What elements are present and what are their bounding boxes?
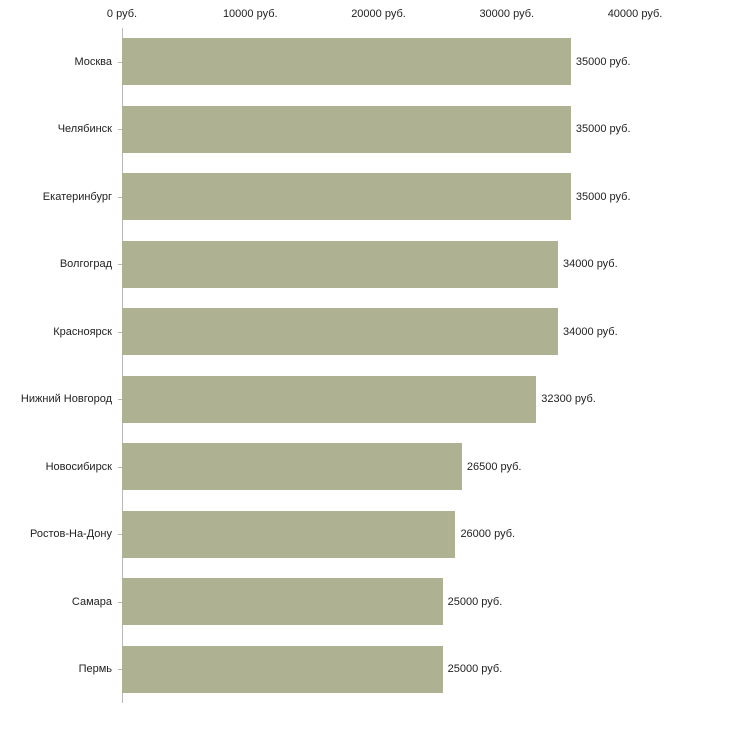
bar[interactable]: [122, 578, 443, 625]
y-tick-mark: [118, 62, 122, 63]
y-tick-label: Москва: [74, 55, 112, 68]
bar-row[interactable]: [122, 38, 730, 85]
y-tick-label: Волгоград: [59, 258, 112, 271]
bar-value-label: 26500 руб.: [466, 460, 522, 473]
x-axis: [0, 0, 730, 28]
bar-row[interactable]: [122, 443, 730, 490]
bar[interactable]: [122, 511, 455, 558]
y-tick-label: Красноярск: [53, 325, 112, 338]
bar-value-label: 34000 руб.: [563, 325, 618, 338]
bar[interactable]: [122, 646, 443, 693]
y-tick-mark: [118, 399, 122, 400]
bar-value-label: 35000 руб.: [575, 55, 631, 68]
bar-row[interactable]: [122, 578, 730, 625]
y-tick-mark: [118, 197, 122, 198]
bar-row[interactable]: [122, 106, 730, 153]
x-tick-label: 10000 руб.: [222, 8, 278, 20]
bar[interactable]: [122, 308, 558, 355]
y-tick-mark: [118, 602, 122, 603]
bar[interactable]: [122, 38, 571, 85]
y-tick-mark: [118, 534, 122, 535]
y-tick-mark: [118, 467, 122, 468]
y-tick-label: Нижний Новгород: [20, 393, 112, 406]
y-tick-mark: [118, 129, 122, 130]
bar-value-label: 35000 руб.: [575, 123, 631, 136]
y-tick-mark: [118, 264, 122, 265]
bar[interactable]: [122, 443, 462, 490]
bar-row[interactable]: [122, 646, 730, 693]
bar[interactable]: [122, 106, 571, 153]
bar-row[interactable]: [122, 308, 730, 355]
x-tick-label: 0 руб.: [106, 8, 138, 20]
bar-row[interactable]: [122, 511, 730, 558]
y-axis-category-labels: [0, 28, 118, 703]
y-tick-label: Екатеринбург: [42, 190, 112, 203]
bar-value-label: 32300 руб.: [541, 393, 596, 406]
y-tick-label: Пермь: [78, 663, 112, 676]
x-tick-label: 30000 руб.: [479, 8, 535, 20]
bar[interactable]: [122, 241, 558, 288]
y-tick-label: Ростов-На-Дону: [29, 528, 112, 541]
x-tick-label: 40000 руб.: [607, 8, 663, 20]
bar-row[interactable]: [122, 241, 730, 288]
y-tick-label: Челябинск: [57, 123, 112, 136]
bar-value-label: 25000 руб.: [447, 595, 503, 608]
bar-row[interactable]: [122, 173, 730, 220]
plot-area: [122, 28, 730, 703]
y-tick-mark: [118, 669, 122, 670]
bar[interactable]: [122, 376, 536, 423]
bar-value-label: 35000 руб.: [575, 190, 631, 203]
bar-value-label: 34000 руб.: [563, 258, 618, 271]
bar-value-label: 26000 руб.: [460, 528, 516, 541]
bar[interactable]: [122, 173, 571, 220]
y-tick-label: Самара: [71, 595, 112, 608]
y-tick-mark: [118, 332, 122, 333]
bar-value-label: 25000 руб.: [447, 663, 503, 676]
bar-row[interactable]: [122, 376, 730, 423]
y-tick-label: Новосибирск: [45, 460, 112, 473]
x-tick-label: 20000 руб.: [351, 8, 406, 20]
